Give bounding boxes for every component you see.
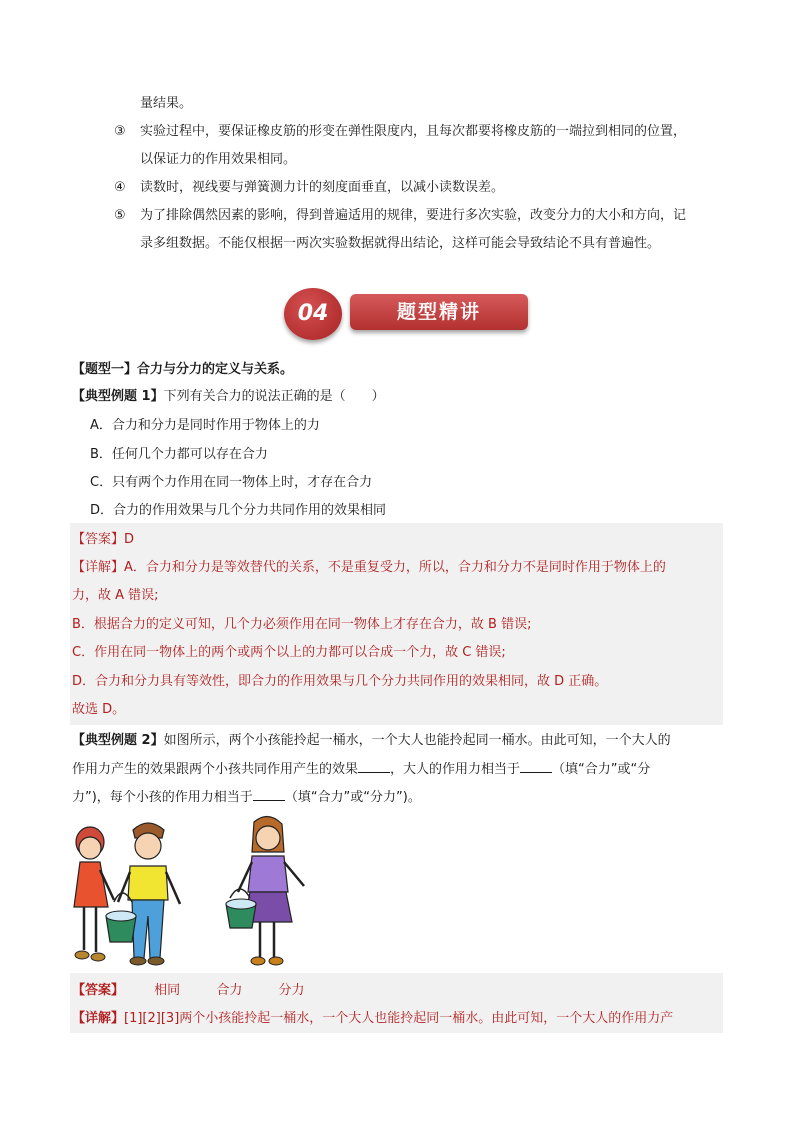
banner-number: 04 xyxy=(284,288,342,340)
section-banner xyxy=(284,290,534,340)
example-1-detail-line-4: C．作用在同一物体上的两个或两个以上的力都可以合成一个力，故 C 错误; xyxy=(72,645,506,660)
step-number: ④ xyxy=(114,180,126,195)
answer-value: D xyxy=(124,532,135,547)
girl-figure xyxy=(74,827,114,961)
children-and-adult-carrying-bucket-illustration xyxy=(68,812,318,974)
example-2-text: （填“合力”或“分 xyxy=(552,762,651,777)
adult-figure xyxy=(238,816,304,965)
example-2-answer xyxy=(72,979,304,998)
example-2-text: （填“合力”或“分力”)。 xyxy=(284,790,421,805)
answer-tag: 【答案】 xyxy=(72,983,125,998)
step-text: 读数时，视线要与弹簧测力计的刻度面垂直，以减小读数误差。 xyxy=(140,180,505,195)
detail-text: [1][2][3]两个小孩能拎起一桶水，一个大人也能拎起同一桶水。由此可知，一个大人的作用力产 xyxy=(124,1011,674,1026)
example-2-line-1 xyxy=(72,729,671,748)
bucket-icon xyxy=(106,893,136,942)
answer-1: 相同 xyxy=(154,983,181,998)
option-b: B．任何几个力都可以存在合力 xyxy=(90,447,268,462)
boy-figure xyxy=(118,823,180,965)
detail-text: A．合力和分力是等效替代的关系，不是重复受力，所以，合力和分力不是同时作用于物体上的 xyxy=(124,560,666,575)
detail-tag: 【详解】 xyxy=(72,560,125,575)
example-1-answer xyxy=(72,528,134,547)
answer-tag: 【答案】 xyxy=(72,532,125,547)
step-text: 以保证力的作用效果相同。 xyxy=(140,152,297,167)
option-d: D．合力的作用效果与几个分力共同作用的效果相同 xyxy=(90,503,387,518)
step-number: ⑤ xyxy=(114,208,126,223)
example-2-line-2 xyxy=(72,758,650,777)
example-2-detail xyxy=(72,1007,673,1026)
step-text: 量结果。 xyxy=(140,96,193,111)
example-2-tag: 【典型例题 2】 xyxy=(72,733,164,748)
example-1-detail-line-6: 故选 D。 xyxy=(72,702,126,717)
example-2-text: ，大人的作用力相当于 xyxy=(390,762,521,777)
step-text: 实验过程中，要保证橡皮筋的形变在弹性限度内，且每次都要将橡皮筋的一端拉到相同的位置， xyxy=(140,124,687,139)
answer-3: 分力 xyxy=(278,983,305,998)
step-text: 录多组数据。不能仅根据一两次实验数据就得出结论，这样可能会导致结论不具有普遍性。 xyxy=(140,236,661,251)
step-number: ③ xyxy=(114,124,126,139)
question-type-heading: 【题型一】合力与分力的定义与关系。 xyxy=(72,362,294,377)
example-1-detail-line-3: B．根据合力的定义可知，几个力必须作用在同一物体上才存在合力，故 B 错误; xyxy=(72,617,532,632)
example-1-detail-line-1 xyxy=(72,556,666,575)
example-1-stem xyxy=(72,385,385,404)
example-1-detail-line-2: 力，故 A 错误; xyxy=(72,588,159,603)
example-2-text: 力”)，每个小孩的作用力相当于 xyxy=(72,790,253,805)
fill-blank-1[interactable] xyxy=(358,760,390,773)
banner-title: 题型精讲 xyxy=(350,294,528,330)
fill-blank-3[interactable] xyxy=(253,788,285,801)
answer-2: 合力 xyxy=(216,983,243,998)
detail-tag: 【详解】 xyxy=(72,1011,125,1026)
option-c: C．只有两个力作用在同一物体上时，才存在合力 xyxy=(90,475,373,490)
fill-blank-2[interactable] xyxy=(520,760,552,773)
example-1-detail-line-5: D．合力和分力具有等效性，即合力的作用效果与几个分力共同作用的效果相同，故 D 正确。 xyxy=(72,674,608,689)
option-a: A．合力和分力是同时作用于物体上的力 xyxy=(90,418,320,433)
example-2-line-3 xyxy=(72,786,421,805)
example-1-tag: 【典型例题 1】 xyxy=(72,389,164,404)
example-2-text: 如图所示，两个小孩能拎起一桶水，一个大人也能拎起同一桶水。由此可知，一个大人的 xyxy=(163,733,671,748)
example-2-text: 作用力产生的效果跟两个小孩共同作用产生的效果 xyxy=(72,762,359,777)
example-1-question: 下列有关合力的说法正确的是（ ） xyxy=(163,389,385,404)
step-text: 为了排除偶然因素的影响，得到普遍适用的规律，要进行多次实验，改变分力的大小和方向，记 xyxy=(140,208,687,223)
